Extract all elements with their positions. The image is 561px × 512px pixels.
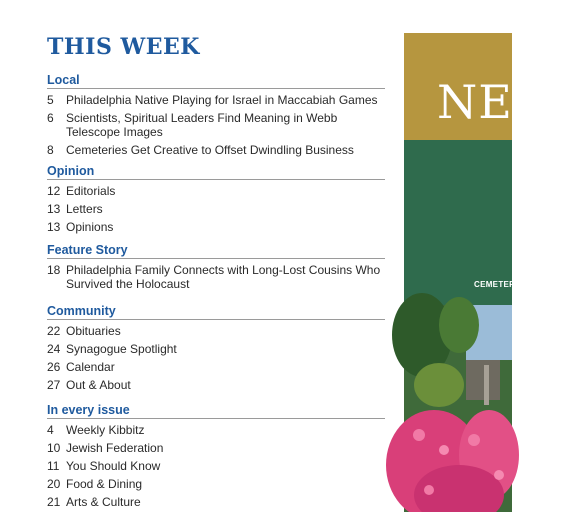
entry-title: Obituaries [66, 324, 121, 338]
page-number: 13 [47, 202, 61, 216]
entry-title: Editorials [66, 184, 116, 198]
toc-entry[interactable] [47, 477, 385, 491]
toc-entry[interactable] [47, 143, 385, 157]
section-heading: Feature Story [47, 243, 385, 259]
entry-title: Cemeteries Get Creative to Offset Dwindling Business [66, 143, 354, 157]
section-feature-story [47, 243, 385, 291]
toc-entry[interactable] [47, 342, 385, 356]
page-title: THIS WEEK [47, 34, 200, 60]
section-local [47, 73, 385, 157]
section-opinion [47, 164, 385, 234]
toc-entry[interactable] [47, 202, 385, 216]
toc-entry[interactable] [47, 423, 385, 437]
section-community [47, 304, 385, 392]
cover-masthead: NEW [437, 75, 561, 129]
toc-entry[interactable] [47, 184, 385, 198]
page-number: 11 [47, 459, 60, 473]
entry-title: Opinions [66, 220, 114, 234]
page-number: 24 [47, 342, 61, 356]
entry-title: Weekly Kibbitz [66, 423, 145, 437]
page-number: 12 [47, 184, 61, 198]
section-heading: In every issue [47, 403, 385, 419]
entry-title: Arts & Culture [66, 495, 141, 509]
magazine-cover[interactable] [404, 33, 561, 512]
toc-entry[interactable] [47, 360, 385, 374]
page-number: 21 [47, 495, 61, 509]
page-number: 13 [47, 220, 61, 234]
page-number: 4 [47, 423, 54, 437]
entry-title: Scientists, Spiritual Leaders Find Meaning in Webb Telescope Images [66, 111, 338, 139]
page-number: 20 [47, 477, 61, 491]
toc-entry[interactable] [47, 93, 385, 107]
entry-title: Jewish Federation [66, 441, 164, 455]
toc-entry[interactable] [47, 263, 385, 291]
section-heading: Community [47, 304, 385, 320]
toc-entry[interactable] [47, 459, 385, 473]
toc-entry[interactable] [47, 220, 385, 234]
page-number: 26 [47, 360, 61, 374]
entry-title: Food & Dining [66, 477, 143, 491]
entry-title: You Should Know [66, 459, 161, 473]
entry-title: Calendar [66, 360, 115, 374]
toc-entry[interactable] [47, 441, 385, 455]
page-number: 27 [47, 378, 61, 392]
cover-caption: CEMETER [474, 280, 516, 289]
toc-entry[interactable] [47, 111, 385, 139]
entry-title: Synagogue Spotlight [66, 342, 177, 356]
section-heading: Local [47, 73, 385, 89]
section-in-every-issue [47, 403, 385, 509]
entry-title: Philadelphia Native Playing for Israel in Maccabiah Games [66, 93, 378, 107]
section-heading: Opinion [47, 164, 385, 180]
page-number: 8 [47, 143, 54, 157]
entry-title: Letters [66, 202, 103, 216]
page-number: 5 [47, 93, 54, 107]
toc-entry[interactable] [47, 324, 385, 338]
toc-entry[interactable] [47, 378, 385, 392]
page-number: 18 [47, 263, 61, 277]
page-number: 10 [47, 441, 61, 455]
page-number: 22 [47, 324, 61, 338]
page-number: 6 [47, 111, 54, 125]
toc-entry[interactable] [47, 495, 385, 509]
entry-title: Philadelphia Family Connects with Long-Lost Cousins Who Survived the Holocaust [66, 263, 381, 291]
entry-title: Out & About [66, 378, 131, 392]
cover-photo [404, 305, 512, 512]
